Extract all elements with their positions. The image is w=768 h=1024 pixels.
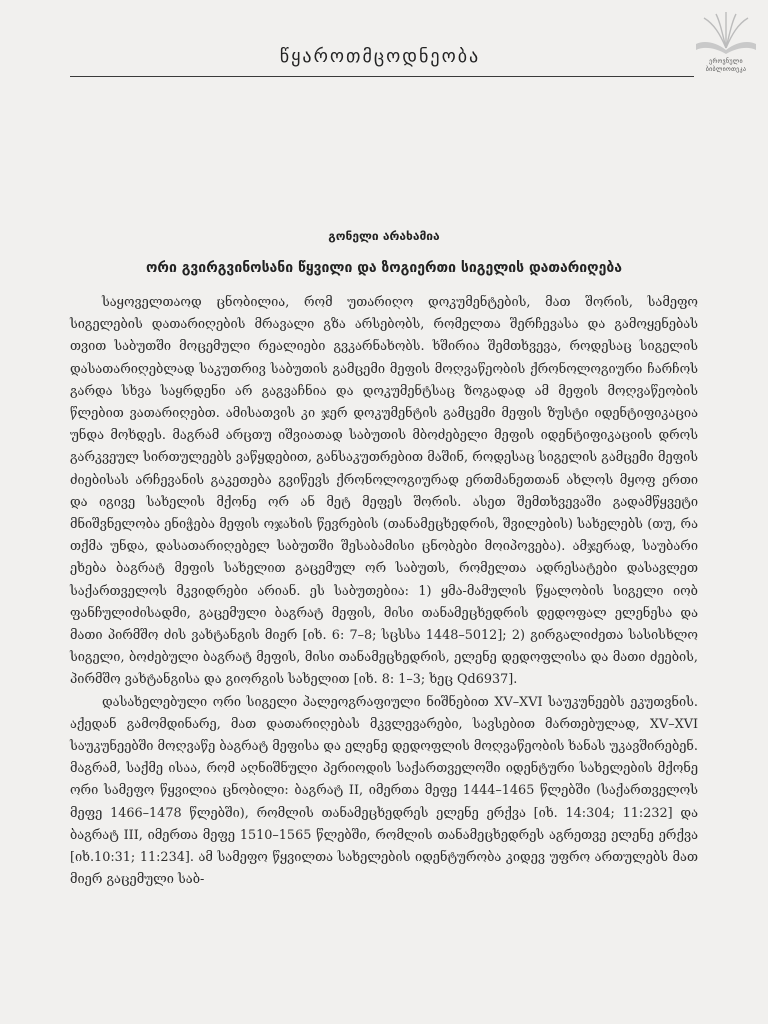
header-divider [70, 76, 694, 77]
logo-line-1: ეროვნული [709, 58, 743, 65]
section-header-title: წყაროთმცოდნეობა [279, 46, 481, 67]
book-icon [690, 10, 762, 58]
paragraph: დასახელებული ორი სიგელი პალეოგრაფიული ნიშნებით XV–XVI საუკუნეებს ეკუთვნის. აქედან გამომდინარე, მათ დათარიღებას მკვლევარები, სავსებით მართებულად, XV–XVI საუკუნეებში მოღვაწე ბაგრატ მეფისა და ელენე დედოფლის მოღვაწეობის ხანას უკავშირებენ. მაგრამ, საქმე ისაა, რომ აღნიშნული პერიოდის საქართველოში იდენტური სახელების მქონე ორი სამეფო წყვილია ცნობილი: ბაგრატ II, იმერთა მეფე 1444–1465 წლებში (საქართველოს მეფე 1466–1478 წლებში), რომლის თანამეცხედრეს ელენე ერქვა [იხ. 14:304; 11:232] და ბაგრატ III, იმერთა მეფე 1510–1565 წლებში, რომლის თანამეცხედრეს აგრეთვე ელენე ერქვა [იხ.10:31; 11:234]. ამ სამეფო წყვილთა სახელების იდენტურობა კიდევ უფრო ართულებს მათ მიერ გაცემული საბ- [70, 694, 698, 888]
paragraph: საყოველთაოდ ცნობილია, რომ უთარიღო დოკუმენტების, მათ შორის, სამეფო სიგელების დათარიღების მრავალი გზა არსებობს, რომელთა შერჩევასა და გამოყენებას თვით საბუთში მოცემული რეალიები გვკარნახობს. ხშირია შემთხვევა, როდესაც სიგელის დასათარიღებლად საკუთრივ საბუთის გამცემი მეფის მოღვაწეობის ქრონოლოგიური ჩარჩოს გარდა სხვა საყრდენი არ გაგვაჩნია და დოკუმენტსაც ზოგადად ამ მეფის მოღვაწეობის წლებით ვათარიღებთ. ამისათვის კი ჯერ დოკუმენტის გამცემი მეფის ზუსტი იდენტიფიკაცია უნდა მოხდეს. მაგრამ არცთუ იშვიათად საბუთის მბოძებელი მეფის იდენტიფიკაციის დროს გარკვეულ სირთულეებს ვაწყდებით, განსაკუთრებით მაშინ, როდესაც სიგელის გამცემი მეფის ძიებისას არჩევანის გაკეთება გვიწევს ქრონოლოგიურად ერთმანეთთან ახლოს მყოფ ერთი და იგივე სახელის მქონე ორ ან მეტ მეფეს შორის. ასეთ შემთხვევაში გადამწყვეტი მნიშვნელობა ენიჭება მეფის ოჯახის წევრების (თანამეცხედრის, შვილების) სახელებს (თუ, რა თქმა უნდა, დასათარიღებელ საბუთში შესაბამისი ცნობები მოიპოვება). ამჯერად, საუბარი ეხება ბაგრატ მეფის სახელით გაცემულ ორ საბუთს, რომელთა ადრესატები დასავლეთ საქართველოს მკვიდრები არიან. ეს საბუთებია: 1) ყმა-მამულის წყალობის სიგელი იობ ფანჩულიძისადმი, გაცემული ბაგრატ მეფის, მისი თანამეცხედრის დედოფალ ელენესა და მათი პირმშო ძის ვახტანგის მიერ [იხ. 6: 7–8; სცსსა 1448–5012]; 2) გირგალიძეთა სასისხლო სიგელი, ბოძებული ბაგრატ მეფის, მისი თანამეცხედრის, ელენე დედოფლისა და მათი ძეების, პირმშო ვახტანგისა და გიორგის სახელით [იხ. 8: 1–3; ხეც Qd6937]. [70, 295, 698, 688]
logo-line-2: ბიბლიოთეკა [705, 66, 747, 73]
library-logo [690, 10, 762, 80]
article-author: გონელი არახამია [328, 229, 440, 243]
article-body [70, 292, 698, 891]
article-title: ორი გვირგვინოსანი წყვილი და ზოგიერთი სიგელის დათარიღება [146, 260, 622, 276]
